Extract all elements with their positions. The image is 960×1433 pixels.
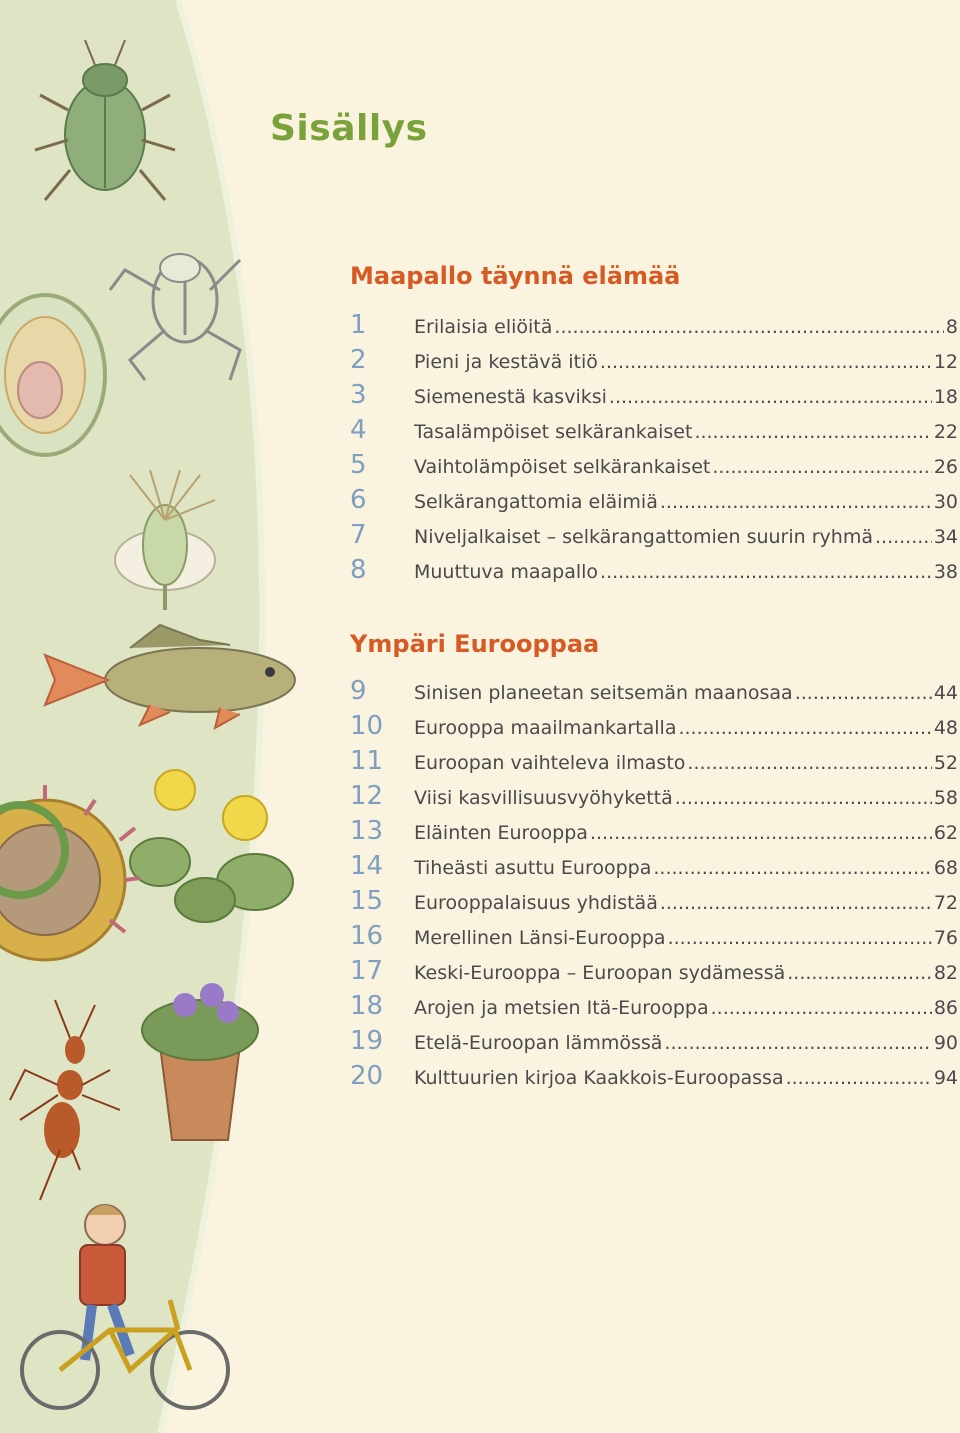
toc-number: 16 [350, 921, 384, 951]
toc-entry[interactable] [350, 816, 958, 846]
toc-entry-title: Viisi kasvillisuusvyöhykettä [414, 787, 673, 809]
toc-number: 5 [350, 450, 367, 480]
toc-page-number: 58 [933, 787, 958, 809]
toc-entry-title: Tasalämpöiset selkärankaiset [414, 421, 693, 443]
toc-leader-dots [660, 487, 932, 517]
toc-entry[interactable] [350, 781, 958, 811]
toc-entry[interactable] [350, 380, 958, 410]
toc-number: 6 [350, 485, 367, 515]
toc-entry-title: Eläinten Eurooppa [414, 822, 588, 844]
toc-entry-title: Sinisen planeetan seitsemän maanosaa [414, 682, 793, 704]
toc-entry[interactable] [350, 310, 958, 340]
toc-entry-title: Euroopan vaihteleva ilmasto [414, 752, 686, 774]
toc-leader-dots [668, 923, 932, 953]
toc-page-number: 90 [933, 1032, 958, 1054]
section-heading-1: Maapallo täynnä elämää [350, 262, 681, 290]
toc-entry-title: Kulttuurien kirjoa Kaakkois-Euroopassa [414, 1067, 784, 1089]
toc-page-number: 12 [933, 351, 958, 373]
toc-number: 18 [350, 991, 384, 1021]
toc-number: 10 [350, 711, 384, 741]
toc-number: 17 [350, 956, 384, 986]
toc-leader-dots [694, 417, 931, 447]
toc-entry[interactable] [350, 555, 958, 585]
toc-entry[interactable] [350, 746, 958, 776]
toc-leader-dots [660, 888, 932, 918]
toc-entry[interactable] [350, 956, 958, 986]
toc-entry-title: Eurooppalaisuus yhdistää [414, 892, 658, 914]
toc-number: 1 [350, 310, 367, 340]
toc-entry[interactable] [350, 991, 958, 1021]
toc-number: 11 [350, 746, 384, 776]
toc-number: 3 [350, 380, 367, 410]
toc-number: 9 [350, 676, 367, 706]
toc-number: 20 [350, 1061, 384, 1091]
toc-entry[interactable] [350, 485, 958, 515]
toc-number: 12 [350, 781, 384, 811]
toc-page-number: 62 [933, 822, 958, 844]
toc-leader-dots [787, 958, 932, 988]
toc-number: 8 [350, 555, 367, 585]
toc-number: 15 [350, 886, 384, 916]
toc-leader-dots [687, 748, 931, 778]
toc-leader-dots [664, 1028, 931, 1058]
toc-page-number: 26 [933, 456, 958, 478]
toc-entry-title: Erilaisia eliöitä [414, 316, 553, 338]
toc-leader-dots [609, 382, 932, 412]
toc-entry-title: Siemenestä kasviksi [414, 386, 607, 408]
toc-leader-dots [712, 452, 931, 482]
toc-entry-title: Pieni ja kestävä itiö [414, 351, 598, 373]
toc-entry-title: Muuttuva maapallo [414, 561, 599, 583]
toc-entry[interactable] [350, 886, 958, 916]
toc-page-number: 44 [933, 682, 958, 704]
toc-leader-dots [795, 678, 932, 708]
toc-page-number: 48 [933, 717, 958, 739]
toc-entry[interactable] [350, 711, 958, 741]
toc-number: 7 [350, 520, 367, 550]
embryo-illustration [0, 295, 105, 455]
toc-entry-title: Eurooppa maailmankartalla [414, 717, 677, 739]
toc-page-number: 68 [933, 857, 958, 879]
toc-entry[interactable] [350, 450, 958, 480]
toc-page-number: 72 [933, 892, 958, 914]
toc-leader-dots [600, 557, 932, 587]
toc-number: 14 [350, 851, 384, 881]
toc-entry-title: Keski-Eurooppa – Euroopan sydämessä [414, 962, 786, 984]
section-heading-2: Ympäri Eurooppaa [350, 630, 600, 658]
toc-entry[interactable] [350, 1061, 958, 1091]
toc-entry[interactable] [350, 415, 958, 445]
toc-number: 19 [350, 1026, 384, 1056]
toc-entry-title: Etelä-Euroopan lämmössä [414, 1032, 663, 1054]
toc-page-number: 86 [933, 997, 958, 1019]
toc-page-number: 18 [933, 386, 958, 408]
toc-page-number: 30 [933, 491, 958, 513]
toc-page-number: 82 [933, 962, 958, 984]
toc-page-number: 38 [933, 561, 958, 583]
toc-leader-dots [675, 783, 932, 813]
toc-page-number: 8 [945, 316, 958, 338]
toc-page-number: 52 [933, 752, 958, 774]
toc-entry[interactable] [350, 921, 958, 951]
page-title: Sisällys [270, 108, 428, 149]
toc-number: 4 [350, 415, 367, 445]
toc-entry-title: Arojen ja metsien Itä-Eurooppa [414, 997, 709, 1019]
toc-entry-title: Merellinen Länsi-Eurooppa [414, 927, 666, 949]
toc-number: 13 [350, 816, 384, 846]
toc-entry[interactable] [350, 851, 958, 881]
toc-leader-dots [600, 347, 932, 377]
toc-number: 2 [350, 345, 367, 375]
toc-leader-dots [786, 1063, 932, 1093]
toc-page-number: 34 [933, 526, 958, 548]
toc-page-number: 22 [933, 421, 958, 443]
toc-page-number: 94 [933, 1067, 958, 1089]
toc-entry[interactable] [350, 676, 958, 706]
toc-entry-title: Niveljalkaiset – selkärangattomien suurin ryhmä [414, 526, 873, 548]
toc-entry[interactable] [350, 520, 958, 550]
toc-entry-title: Selkärangattomia eläimiä [414, 491, 658, 513]
toc-entry-title: Tiheästi asuttu Eurooppa [414, 857, 652, 879]
toc-leader-dots [875, 522, 932, 552]
toc-leader-dots [678, 713, 931, 743]
toc-leader-dots [653, 853, 931, 883]
toc-page-number: 76 [933, 927, 958, 949]
toc-leader-dots [590, 818, 932, 848]
toc-leader-dots [711, 993, 932, 1023]
toc-entry-title: Vaihtolämpöiset selkärankaiset [414, 456, 711, 478]
toc-entry[interactable] [350, 1026, 958, 1056]
toc-leader-dots [554, 312, 944, 342]
toc-entry[interactable] [350, 345, 958, 375]
